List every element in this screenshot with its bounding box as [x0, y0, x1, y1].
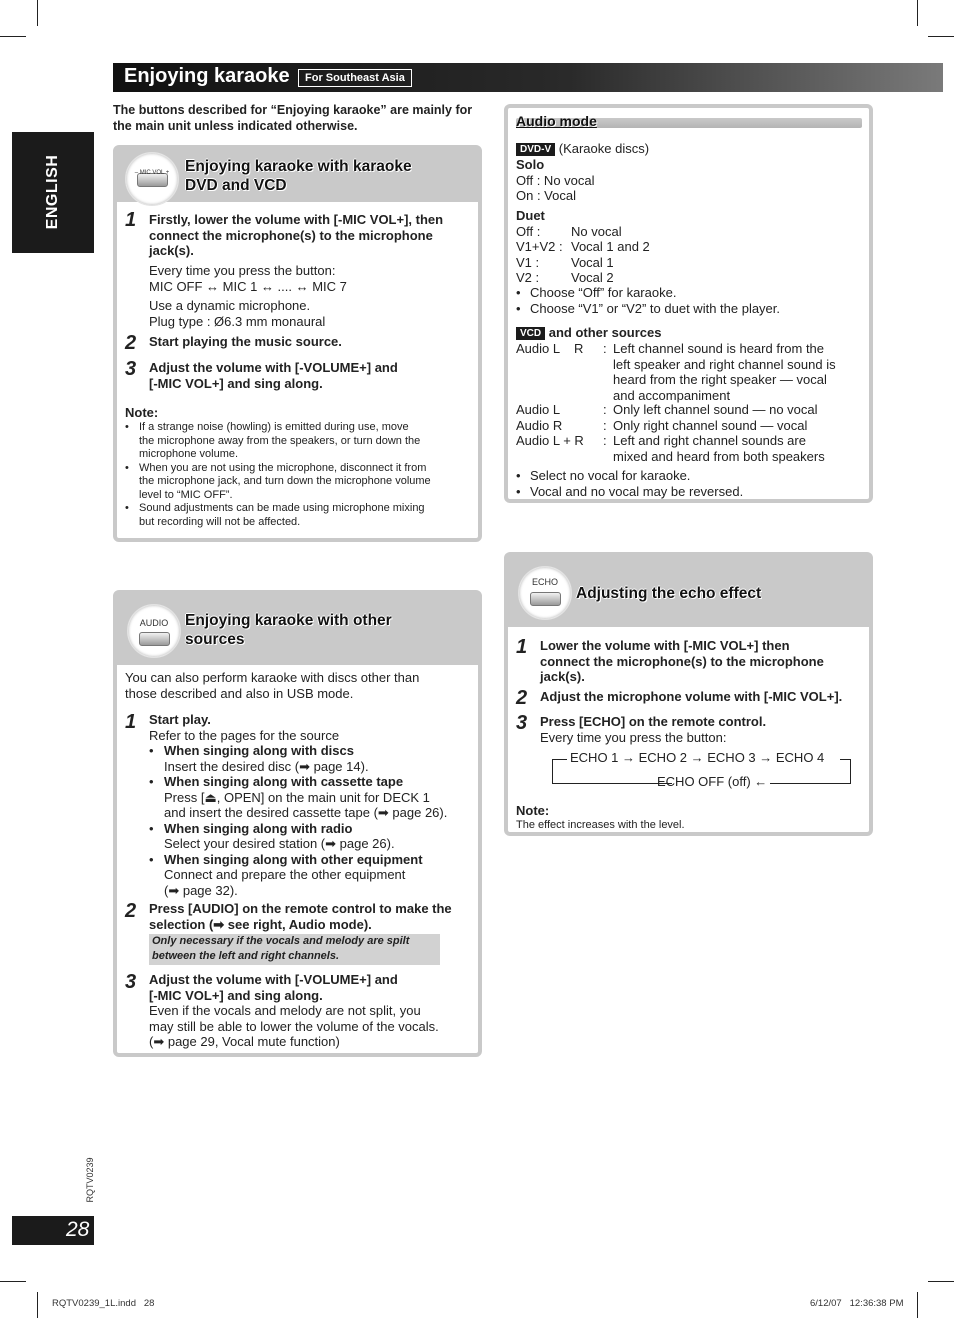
step-number: 2 [125, 900, 137, 922]
note-text: The effect increases with the level. [516, 819, 685, 831]
crop-mark [0, 36, 26, 37]
colon: : [603, 402, 607, 417]
step-number: 2 [516, 687, 528, 709]
crop-mark [0, 1281, 26, 1282]
note-list: • If a strange noise (howling) is emitted during use, move the microphone away from the speakers, or turn down the microphone volume. • When you are not using the microphone, disconnect it from the microphone jack, and turn down the microphone volume level to “MIC OFF”. • Sound adjustments can be made using microphone mixing but recording will not be affected. [125, 421, 431, 528]
note-label: Note: [516, 803, 550, 818]
end-bullets: • Select no vocal for karaoke. • Vocal and no vocal may be reversed. [516, 468, 744, 499]
audio-mode-desc: Only left channel sound — no vocal [613, 402, 818, 417]
file-name: RQTV0239_1L.indd 28 [52, 1298, 155, 1309]
region-tag: For Southeast Asia [298, 69, 412, 87]
cycle-line [850, 759, 851, 784]
page-number: 28 [66, 1218, 90, 1241]
audio-mode-desc: Left and right channel sounds are mixed and heard from both speakers [613, 433, 825, 464]
step-number: 2 [125, 332, 137, 354]
step-text: Adjust the volume with [-VOLUME+] and [-MIC VOL+] and sing along. [149, 360, 398, 391]
audio-mode-desc: Only right channel sound — vocal [613, 417, 808, 433]
language-tab [12, 132, 94, 253]
audio-mode-desc: Left channel sound is heard from the left speaker and right channel sound is heard from the right speaker — vocal and accompaniment [613, 341, 836, 403]
step-detail: Every time you press the button: MIC OFF ↔ MIC 1 ↔ .... ↔ MIC 7 [149, 263, 347, 294]
audio-mode-key: Audio L + R [516, 433, 584, 448]
crop-mark [37, 1292, 38, 1318]
step-text: Adjust the microphone volume with [-MIC VOL+]. [540, 689, 843, 704]
colon: : [603, 417, 607, 433]
step-text: Press [AUDIO] on the remote control to make the selection (➡ see right, Audio mode). [149, 901, 452, 932]
crop-mark [928, 1281, 954, 1282]
print-date: 6/12/07 12:36:38 PM [810, 1298, 904, 1309]
step-text: Press [ECHO] on the remote control. Every time you press the button: [540, 714, 767, 745]
section-intro: You can also perform karaoke with discs other than those described and also in USB mode. [125, 670, 420, 701]
dvd-v-badge: DVD-V [516, 143, 555, 156]
section-title: Enjoying karaoke with karaoke DVD and VCD [185, 158, 412, 194]
step-text: Start playing the music source. [149, 334, 342, 349]
crop-mark [917, 1292, 918, 1318]
audio-mode-key: Audio R [516, 417, 563, 433]
echo-effect-section [504, 552, 873, 836]
audio-mode-key: Audio L [516, 402, 561, 417]
step-number: 3 [516, 712, 528, 734]
section-title: Audio mode [516, 113, 597, 129]
language-label: ENGLISH [44, 154, 61, 230]
cycle-line [770, 783, 850, 784]
cycle-line [552, 759, 553, 784]
step-detail: Use a dynamic microphone. Plug type : Ø6.3 mm monaural [149, 298, 326, 329]
page-title: Enjoying karaoke [124, 65, 290, 87]
cycle-line [552, 783, 672, 784]
section-title: Enjoying karaoke with other sources [185, 612, 392, 648]
solo-block: Solo Off : No vocal On : Vocal [516, 157, 595, 203]
mic-vol-button-icon: – MIC VOL + [125, 152, 179, 206]
step-text: Firstly, lower the volume with [-MIC VOL+], then connect the microphone(s) to the microphone jack(s). [149, 212, 444, 258]
audio-button-icon: AUDIO [127, 604, 181, 658]
duet-bullets: • Choose “Off” for karaoke. • Choose “V1” or “V2” to duet with the player. [516, 285, 781, 316]
step-number: 1 [125, 711, 137, 733]
audio-mode-section [504, 104, 873, 503]
duet-block: Duet Off : V1+V2 : V1 : V2 : [516, 208, 563, 285]
step-tip: Only necessary if the vocals and melody are spilt between the left and right channels. [149, 934, 440, 965]
step-number: 3 [125, 358, 137, 380]
echo-button-icon: ECHO [518, 566, 572, 620]
karaoke-other-sources-section [113, 590, 482, 1057]
karaoke-dvd-vcd-section [113, 145, 482, 542]
crop-mark [37, 0, 38, 26]
intro-text: The buttons described for “Enjoying karaoke” are mainly for the main unit unless indicated otherwise. [113, 103, 473, 133]
step-number: 3 [125, 971, 137, 993]
echo-cycle-bottom: ECHO OFF (off) ← [657, 774, 768, 789]
step-number: 1 [516, 636, 528, 658]
crop-mark [928, 36, 954, 37]
duet-values: No vocal Vocal 1 and 2 Vocal 1 Vocal 2 [571, 223, 650, 285]
colon: : [603, 341, 607, 356]
step-text: Lower the volume with [-MIC VOL+] then connect the microphone(s) to the microphone jack(s). [540, 638, 824, 684]
vcd-badge: VCD [516, 327, 545, 340]
colon: : [603, 433, 607, 448]
audio-mode-key: Audio L R [516, 341, 584, 356]
source-bullets: • When singing along with discs Insert the desired disc (➡ page 14). • When singing along with cassette tape Press [⏏, OPEN] on the main unit for DECK 1 and insert the desired cassette tape (➡ page 26). • When singing along with radio Select your desired station (➡ page 26). • When singing along with other equipment Connect and prepare the other equipment (➡ page 32). [149, 743, 448, 898]
echo-cycle-top: ECHO 1 → ECHO 2 → ECHO 3 → ECHO 4 [570, 750, 825, 765]
step-number: 1 [125, 209, 137, 231]
step-text: Adjust the volume with [-VOLUME+] and [-MIC VOL+] and sing along. Even if the vocals and melody are not split, you may still be able to lower the volume of the vocals. (➡ page 29, Vocal mute function) [149, 972, 439, 1049]
step-text: Start play. Refer to the pages for the source [149, 712, 340, 743]
cycle-line [552, 759, 567, 760]
dvd-v-heading: DVD-V (Karaoke discs) [516, 141, 649, 157]
crop-mark [917, 0, 918, 26]
doc-code: RQTV0239 [85, 1157, 95, 1203]
section-title: Adjusting the echo effect [576, 585, 762, 602]
vcd-heading: VCD and other sources [516, 325, 661, 341]
cycle-line [840, 759, 850, 760]
note-label: Note: [125, 405, 159, 420]
